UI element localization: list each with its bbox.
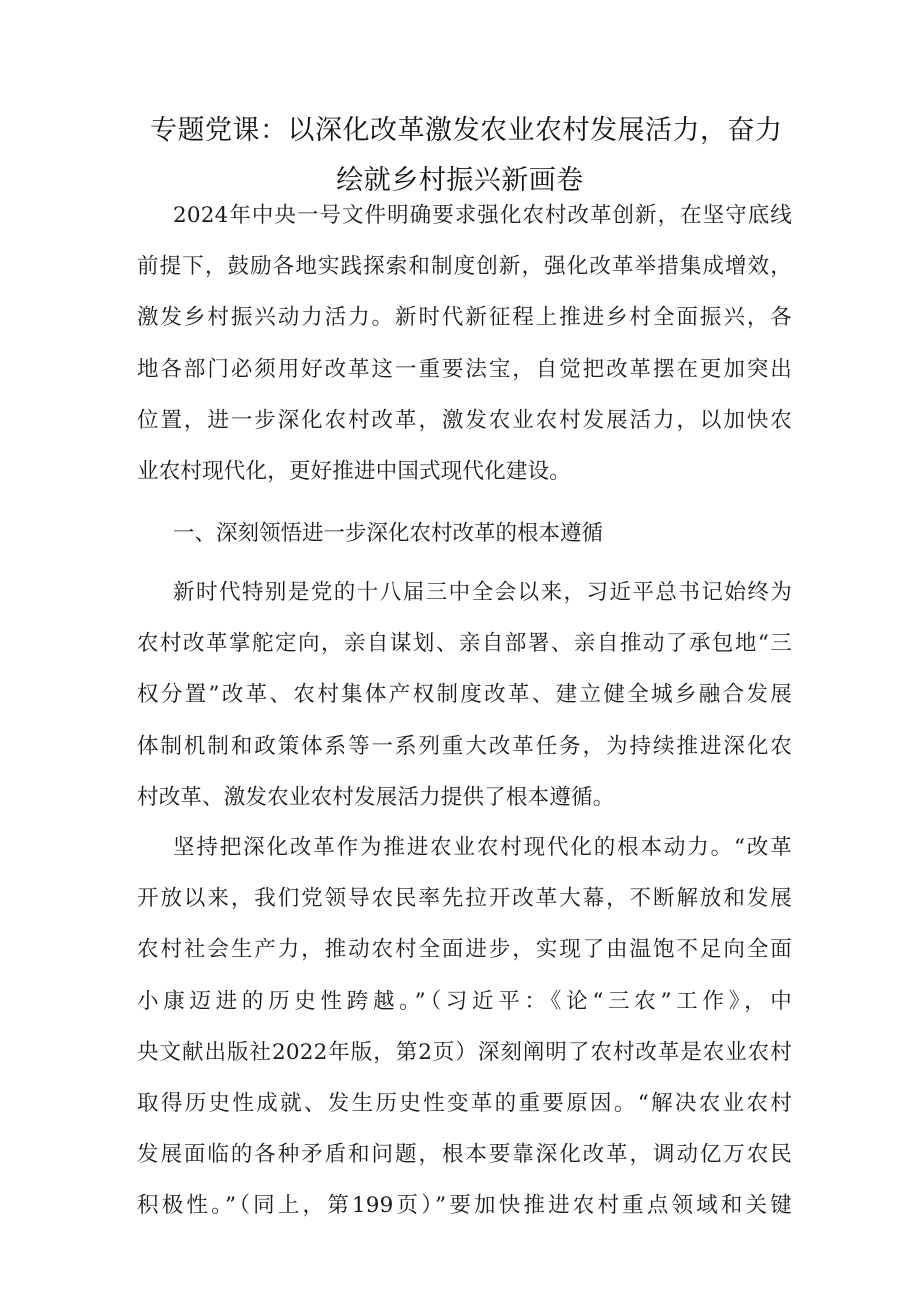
paragraph-line: 体制机制和政策体系等一系列重大改革任务，为持续推进深化农 <box>137 733 792 759</box>
paragraph-line: 权分置”改革、农村集体产权制度改革、建立健全城乡融合发展 <box>137 682 792 708</box>
paragraph-line: 农村社会生产力，推动农村全面进步，实现了由温饱不足向全面 <box>137 937 792 963</box>
body-paragraph <box>137 567 792 823</box>
paragraph-line: 积极性。”（同上，第199页）”要加快推进农村重点领域和关键 <box>137 1193 792 1219</box>
paragraph-line: 前提下，鼓励各地实践探索和制度创新，强化改革举措集成增效， <box>137 254 792 280</box>
paragraph-line: 发展面临的各种矛盾和问题，根本要靠深化改革，调动亿万农民 <box>137 1142 792 1168</box>
paragraph-line: 新时代特别是党的十八届三中全会以来，习近平总书记始终为 <box>173 580 792 605</box>
paragraph-line: 村改革、激发农业农村发展活力提供了根本遵循。 <box>137 784 615 810</box>
body-paragraph <box>137 822 792 1232</box>
title-line: 绘就乡村振兴新画卷 <box>336 165 584 196</box>
paragraph-line: 2024年中央一号文件明确要求强化农村改革创新，在坚守底线 <box>173 203 792 228</box>
paragraph-line: 开放以来，我们党领导农民率先拉开改革大幕，不断解放和发展 <box>137 886 792 912</box>
paragraph-line: 坚持把深化改革作为推进农业农村现代化的根本动力。“改革 <box>173 835 792 860</box>
intro-paragraph <box>137 190 792 497</box>
paragraph-line: 业农村现代化，更好推进中国式现代化建设。 <box>137 459 572 485</box>
paragraph-line: 激发乡村振兴动力活力。新时代新征程上推进乡村全面振兴，各 <box>137 305 792 331</box>
paragraph-line: 位置，进一步深化农村改革，激发农业农村发展活力，以加快农 <box>137 407 792 433</box>
paragraph-line: 小康迈进的历史性跨越。”（习近平：《论“三农”工作》，中 <box>137 988 792 1014</box>
paragraph-line: 地各部门必须用好改革这一重要法宝，自觉把改革摆在更加突出 <box>137 356 792 382</box>
paragraph-line: 农村改革掌舵定向，亲自谋划、亲自部署、亲自推动了承包地“三 <box>137 631 792 657</box>
section-heading: 一、深刻领悟进一步深化农村改革的根本遵循 <box>173 521 604 546</box>
title-line: 专题党课：以深化改革激发农业农村发展活力，奋力 <box>150 115 783 146</box>
paragraph-line: 央文献出版社2022年版，第2页）深刻阐明了农村改革是农业农村 <box>137 1039 792 1065</box>
paragraph-line: 取得历史性成就、发生历史性变革的重要原因。“解决农业农村 <box>137 1091 792 1117</box>
